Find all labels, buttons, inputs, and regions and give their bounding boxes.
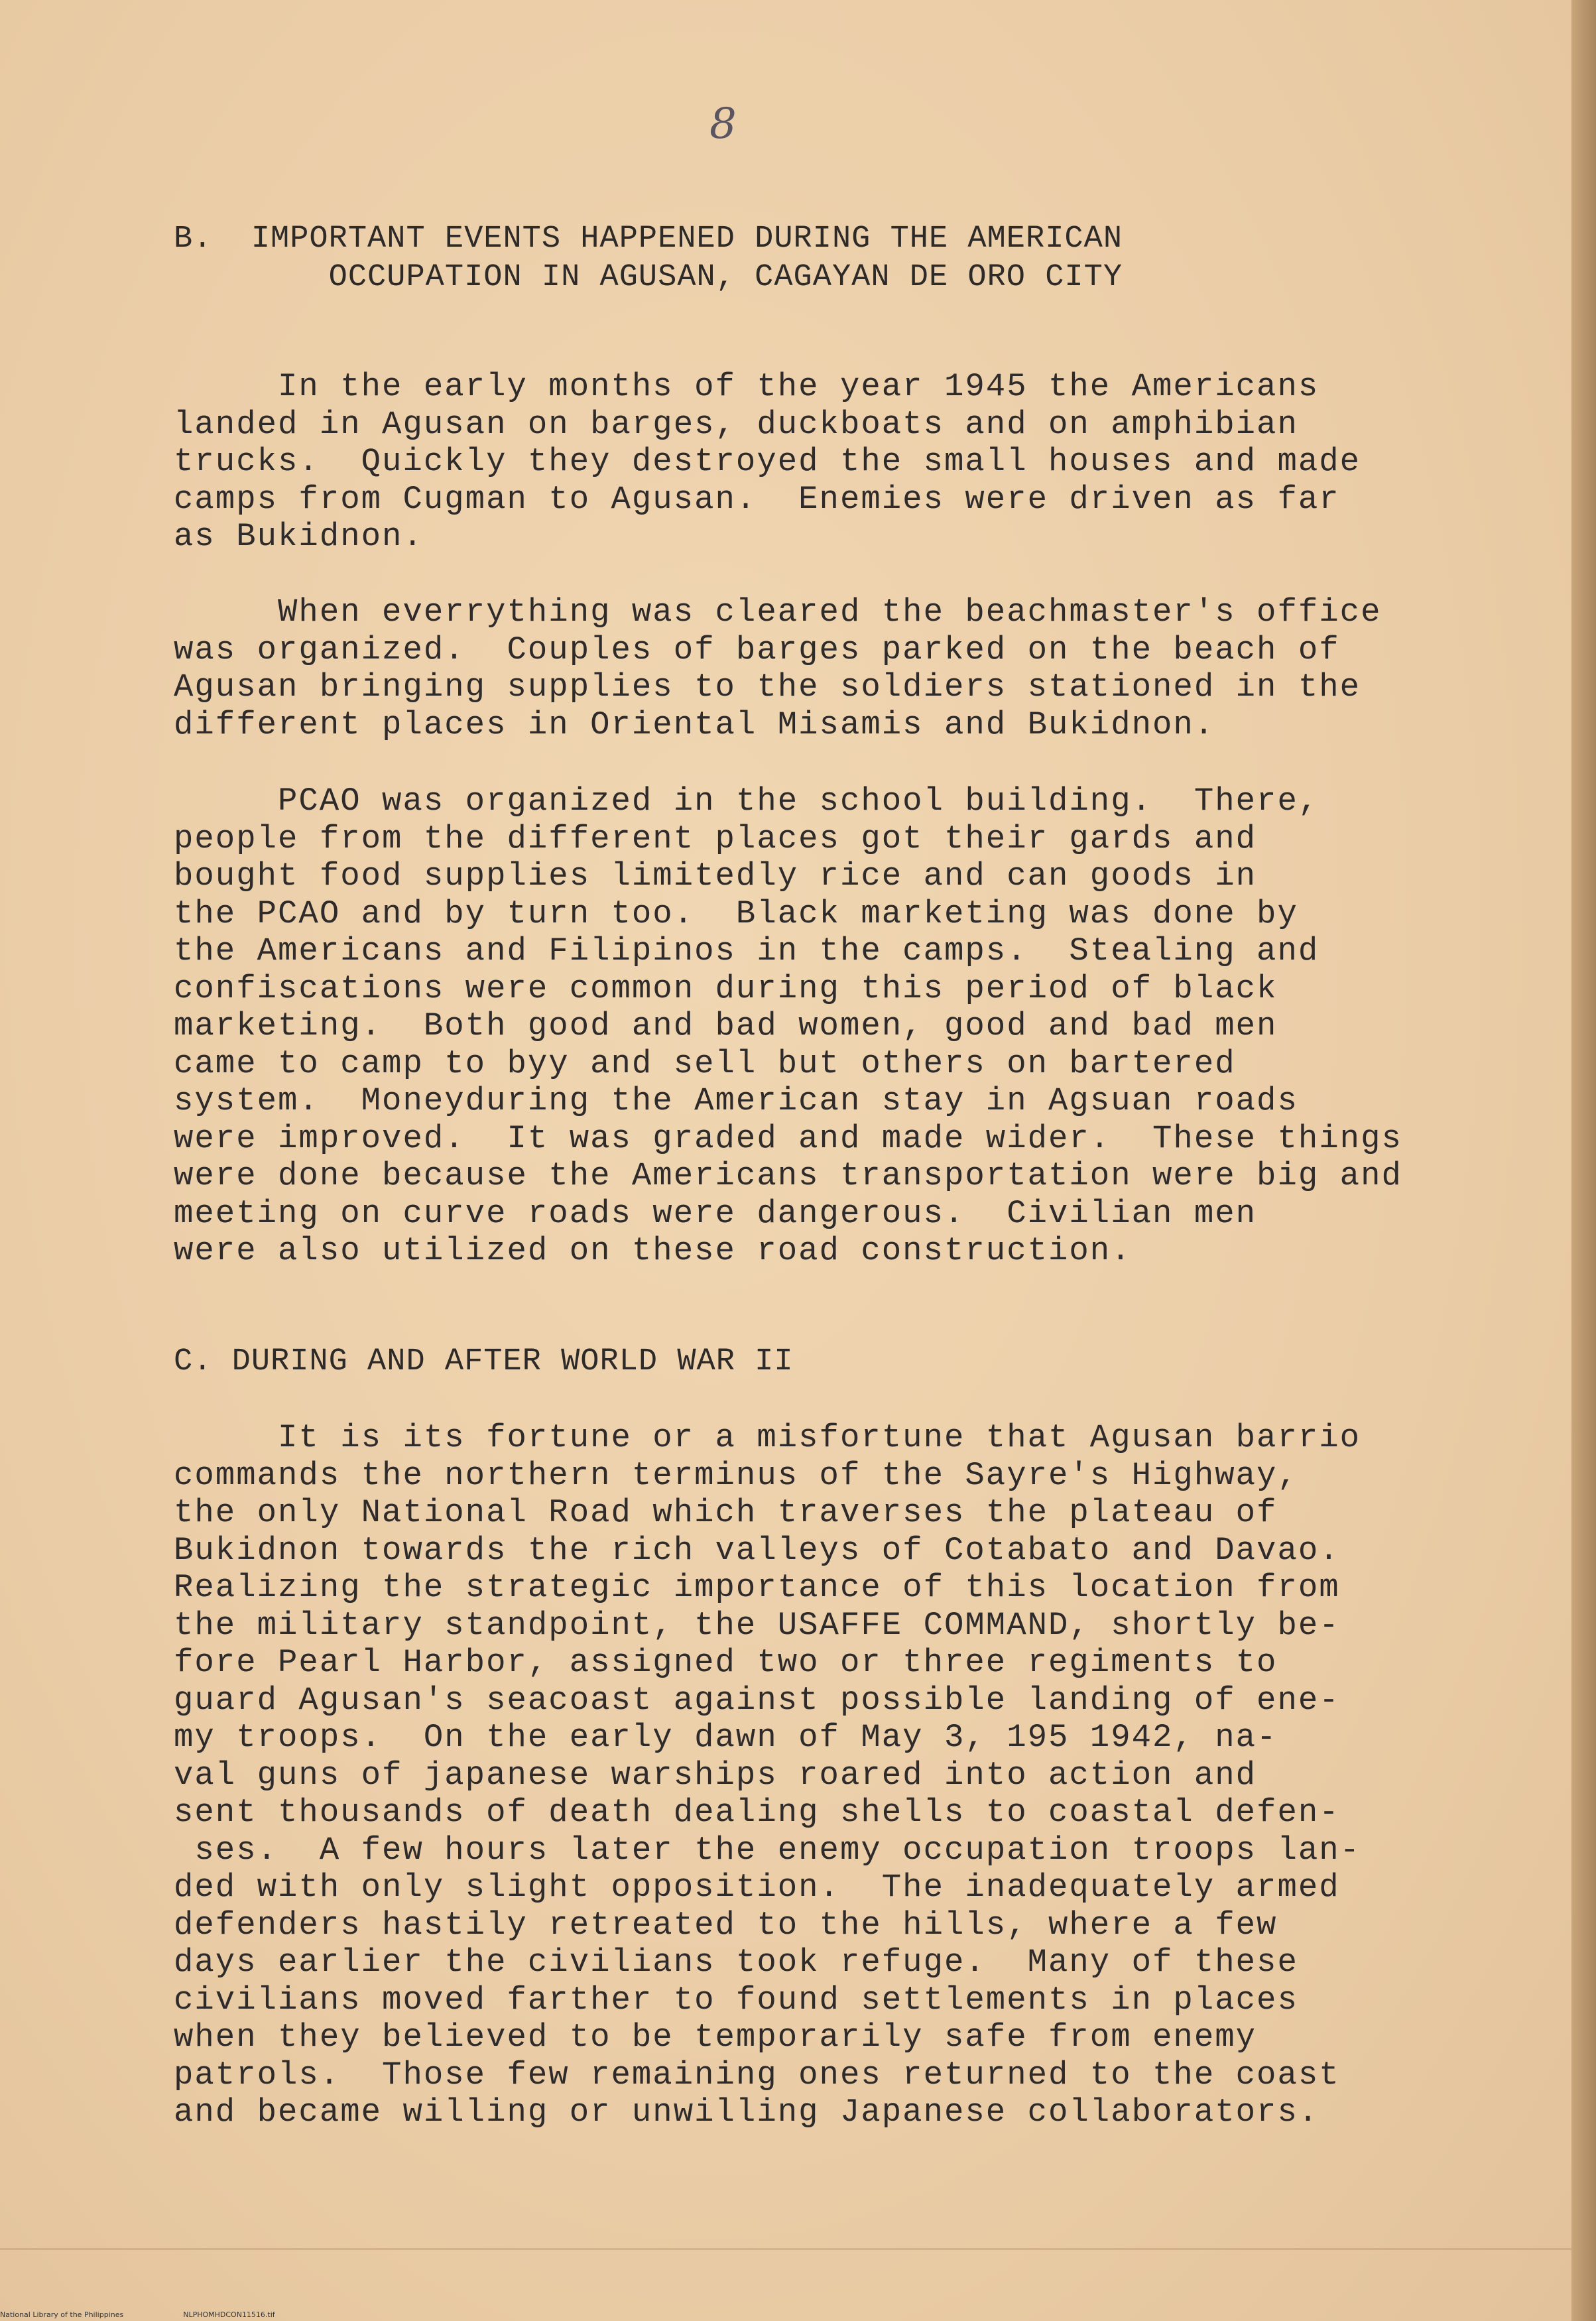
scan-footer <box>0 2310 335 2319</box>
section-c-heading: C. DURING AND AFTER WORLD WAR II <box>174 1344 794 1379</box>
footer-filename: NLPHOMHDCON11516.tif <box>183 2310 275 2319</box>
section-b-paragraph-1: In the early months of the year 1945 the Americans landed in Agusan on barges, duckboats and on amphibian trucks. Quickly they destroyed the small houses and made camps from Cugman to Agusan. Enemies were driven as far as Bukidnon. <box>174 368 1361 555</box>
section-b-heading: B. IMPORTANT EVENTS HAPPENED DURING THE AMERICAN OCCUPATION IN AGUSAN, CAGAYAN DE ORO CITY <box>174 221 1123 295</box>
page-fold-line <box>0 2248 1571 2250</box>
section-b-paragraph-2: When everrything was cleared the beachmaster's office was organized. Couples of barges parked on the beach of Agusan bringing supplies to the soldiers stationed in the different places in Oriental Misamis and Bukidnon. <box>174 594 1382 743</box>
page-edge-shadow <box>1571 0 1596 2321</box>
footer-institution: National Library of the Philippines <box>0 2310 124 2319</box>
page-number: 8 <box>709 99 737 149</box>
section-b-paragraph-3: PCAO was organized in the school building. There, people from the different places got their gards and bought food supplies limitedly rice and can goods in the PCAO and by turn too. Black marketing was done by the Americans and Filipinos in the camps. Stealing and confiscations were common during this period of black marketing. Both good and bad women, good and bad men came to camp to byy and sell but others on bartered system. Moneyduring the American stay in Agsuan roads were improved. It was graded and made wider. These things were done because the Americans transportation were big and meeting on curve roads were dangerous. Civilian men were also utilized on these road construction. <box>174 783 1402 1269</box>
section-c-paragraph-1: It is its fortune or a misfortune that Agusan barrio commands the northern terminus of the Sayre's Highway, the only National Road which traverses the plateau of Bukidnon towards the rich valleys of Cotabato and Davao. Realizing the strategic importance of this location from the military standpoint, the USAFFE COMMAND, shortly be- fore Pearl Harbor, assigned two or three regiments to guard Agusan's seacoast against possible landing of ene- my troops. On the early dawn of May 3, 195 1942, na- val guns of japanese warships roared into action and sent thousands of death dealing shells to coastal defen- ses. A few hours later the enemy occupation troops lan- ded with only slight opposition. The inadequately armed defenders hastily retreated to the hills, where a few days earlier the civilians took refuge. Many of these civilians moved farther to found settlements in places when they believed to be temporarily safe from enemy patrols. Those few remaining ones returned to the coast and became willing or unwilling Japanese collaborators. <box>174 1419 1361 2131</box>
